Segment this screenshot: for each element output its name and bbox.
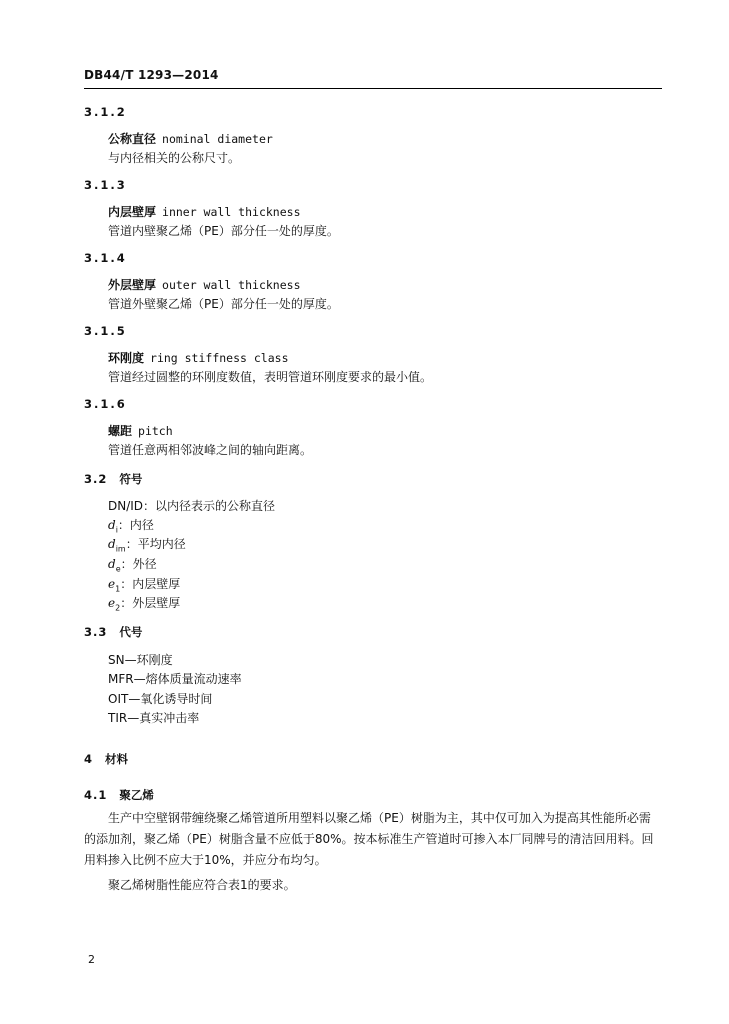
- term-definition: 管道内壁聚乙烯（PE）部分任一处的厚度。: [108, 224, 339, 238]
- term-heading: [108, 203, 301, 220]
- section-title: 聚乙烯: [119, 788, 154, 802]
- term-number: 3.1.5: [84, 324, 127, 338]
- term-definition: 管道外壁聚乙烯（PE）部分任一处的厚度。: [108, 297, 339, 311]
- term-number: 3.1.2: [84, 105, 127, 119]
- code-item: OIT—氧化诱导时间: [108, 692, 213, 706]
- symbol-e2: $e_2$：外层壁厚: [108, 596, 181, 613]
- term-heading: [108, 276, 301, 293]
- term-en: pitch: [138, 424, 173, 438]
- symbol-de: $d_e$：外径: [108, 557, 157, 574]
- code-item: SN—环刚度: [108, 653, 173, 667]
- term-heading: [108, 349, 289, 366]
- term-heading: [108, 130, 273, 147]
- section-title: 代号: [119, 625, 143, 639]
- section-number: 3.3: [84, 625, 108, 639]
- term-definition: 与内径相关的公称尺寸。: [108, 151, 241, 165]
- page-number: 2: [88, 953, 95, 966]
- term-zh: 公称直径: [108, 132, 157, 146]
- term-en: inner wall thickness: [162, 205, 301, 219]
- term-zh: 内层壁厚: [108, 205, 157, 219]
- term-en: nominal diameter: [162, 132, 273, 146]
- chapter-heading-materials: [84, 751, 128, 767]
- term-zh: 螺距: [108, 424, 133, 438]
- paragraph-requirement: 聚乙烯树脂性能应符合表1的要求。: [108, 878, 296, 892]
- symbol-dn: DN/ID：以内径表示的公称直径: [108, 499, 276, 513]
- section-title: 符号: [119, 472, 143, 486]
- term-heading: [108, 422, 173, 439]
- term-definition: 管道任意两相邻波峰之间的轴向距离。: [108, 443, 313, 457]
- header-rule: [84, 88, 662, 89]
- term-number: 3.1.3: [84, 178, 127, 192]
- term-number: 3.1.6: [84, 397, 127, 411]
- term-definition: 管道经过圆整的环刚度数值，表明管道环刚度要求的最小值。: [108, 370, 433, 384]
- section-heading-symbols: [84, 471, 142, 487]
- symbol-e1: $e_1$：内层壁厚: [108, 577, 181, 594]
- term-number: 3.1.4: [84, 251, 127, 265]
- term-en: outer wall thickness: [162, 278, 301, 292]
- paragraph-materials: 生产中空壁钢带缠绕聚乙烯管道所用塑料以聚乙烯（PE）树脂为主，其中仅可加入为提高其性能所必需的添加剂，聚乙烯（PE）树脂含量不应低于80%。按本标准生产管道时可掺入本厂同牌号的清洁回用料。回用料掺入比例不应大于10%，并应分布均匀。: [84, 811, 654, 867]
- term-en: ring stiffness class: [150, 351, 289, 365]
- section-number: 3.2: [84, 472, 108, 486]
- section-number: 4.1: [84, 788, 108, 802]
- section-heading-codes: [84, 624, 142, 640]
- term-zh: 外层壁厚: [108, 278, 157, 292]
- symbol-di: $d_i$：内径: [108, 518, 154, 535]
- code-item: TIR—真实冲击率: [108, 711, 200, 725]
- chapter-number: 4: [84, 752, 94, 766]
- standard-number: DB44/T 1293—2014: [84, 68, 219, 82]
- code-item: MFR—熔体质量流动速率: [108, 672, 242, 686]
- section-heading-pe: [84, 787, 154, 803]
- term-zh: 环刚度: [108, 351, 145, 365]
- symbol-dim: $d_{im}$：平均内径: [108, 537, 186, 554]
- chapter-title: 材料: [105, 752, 129, 766]
